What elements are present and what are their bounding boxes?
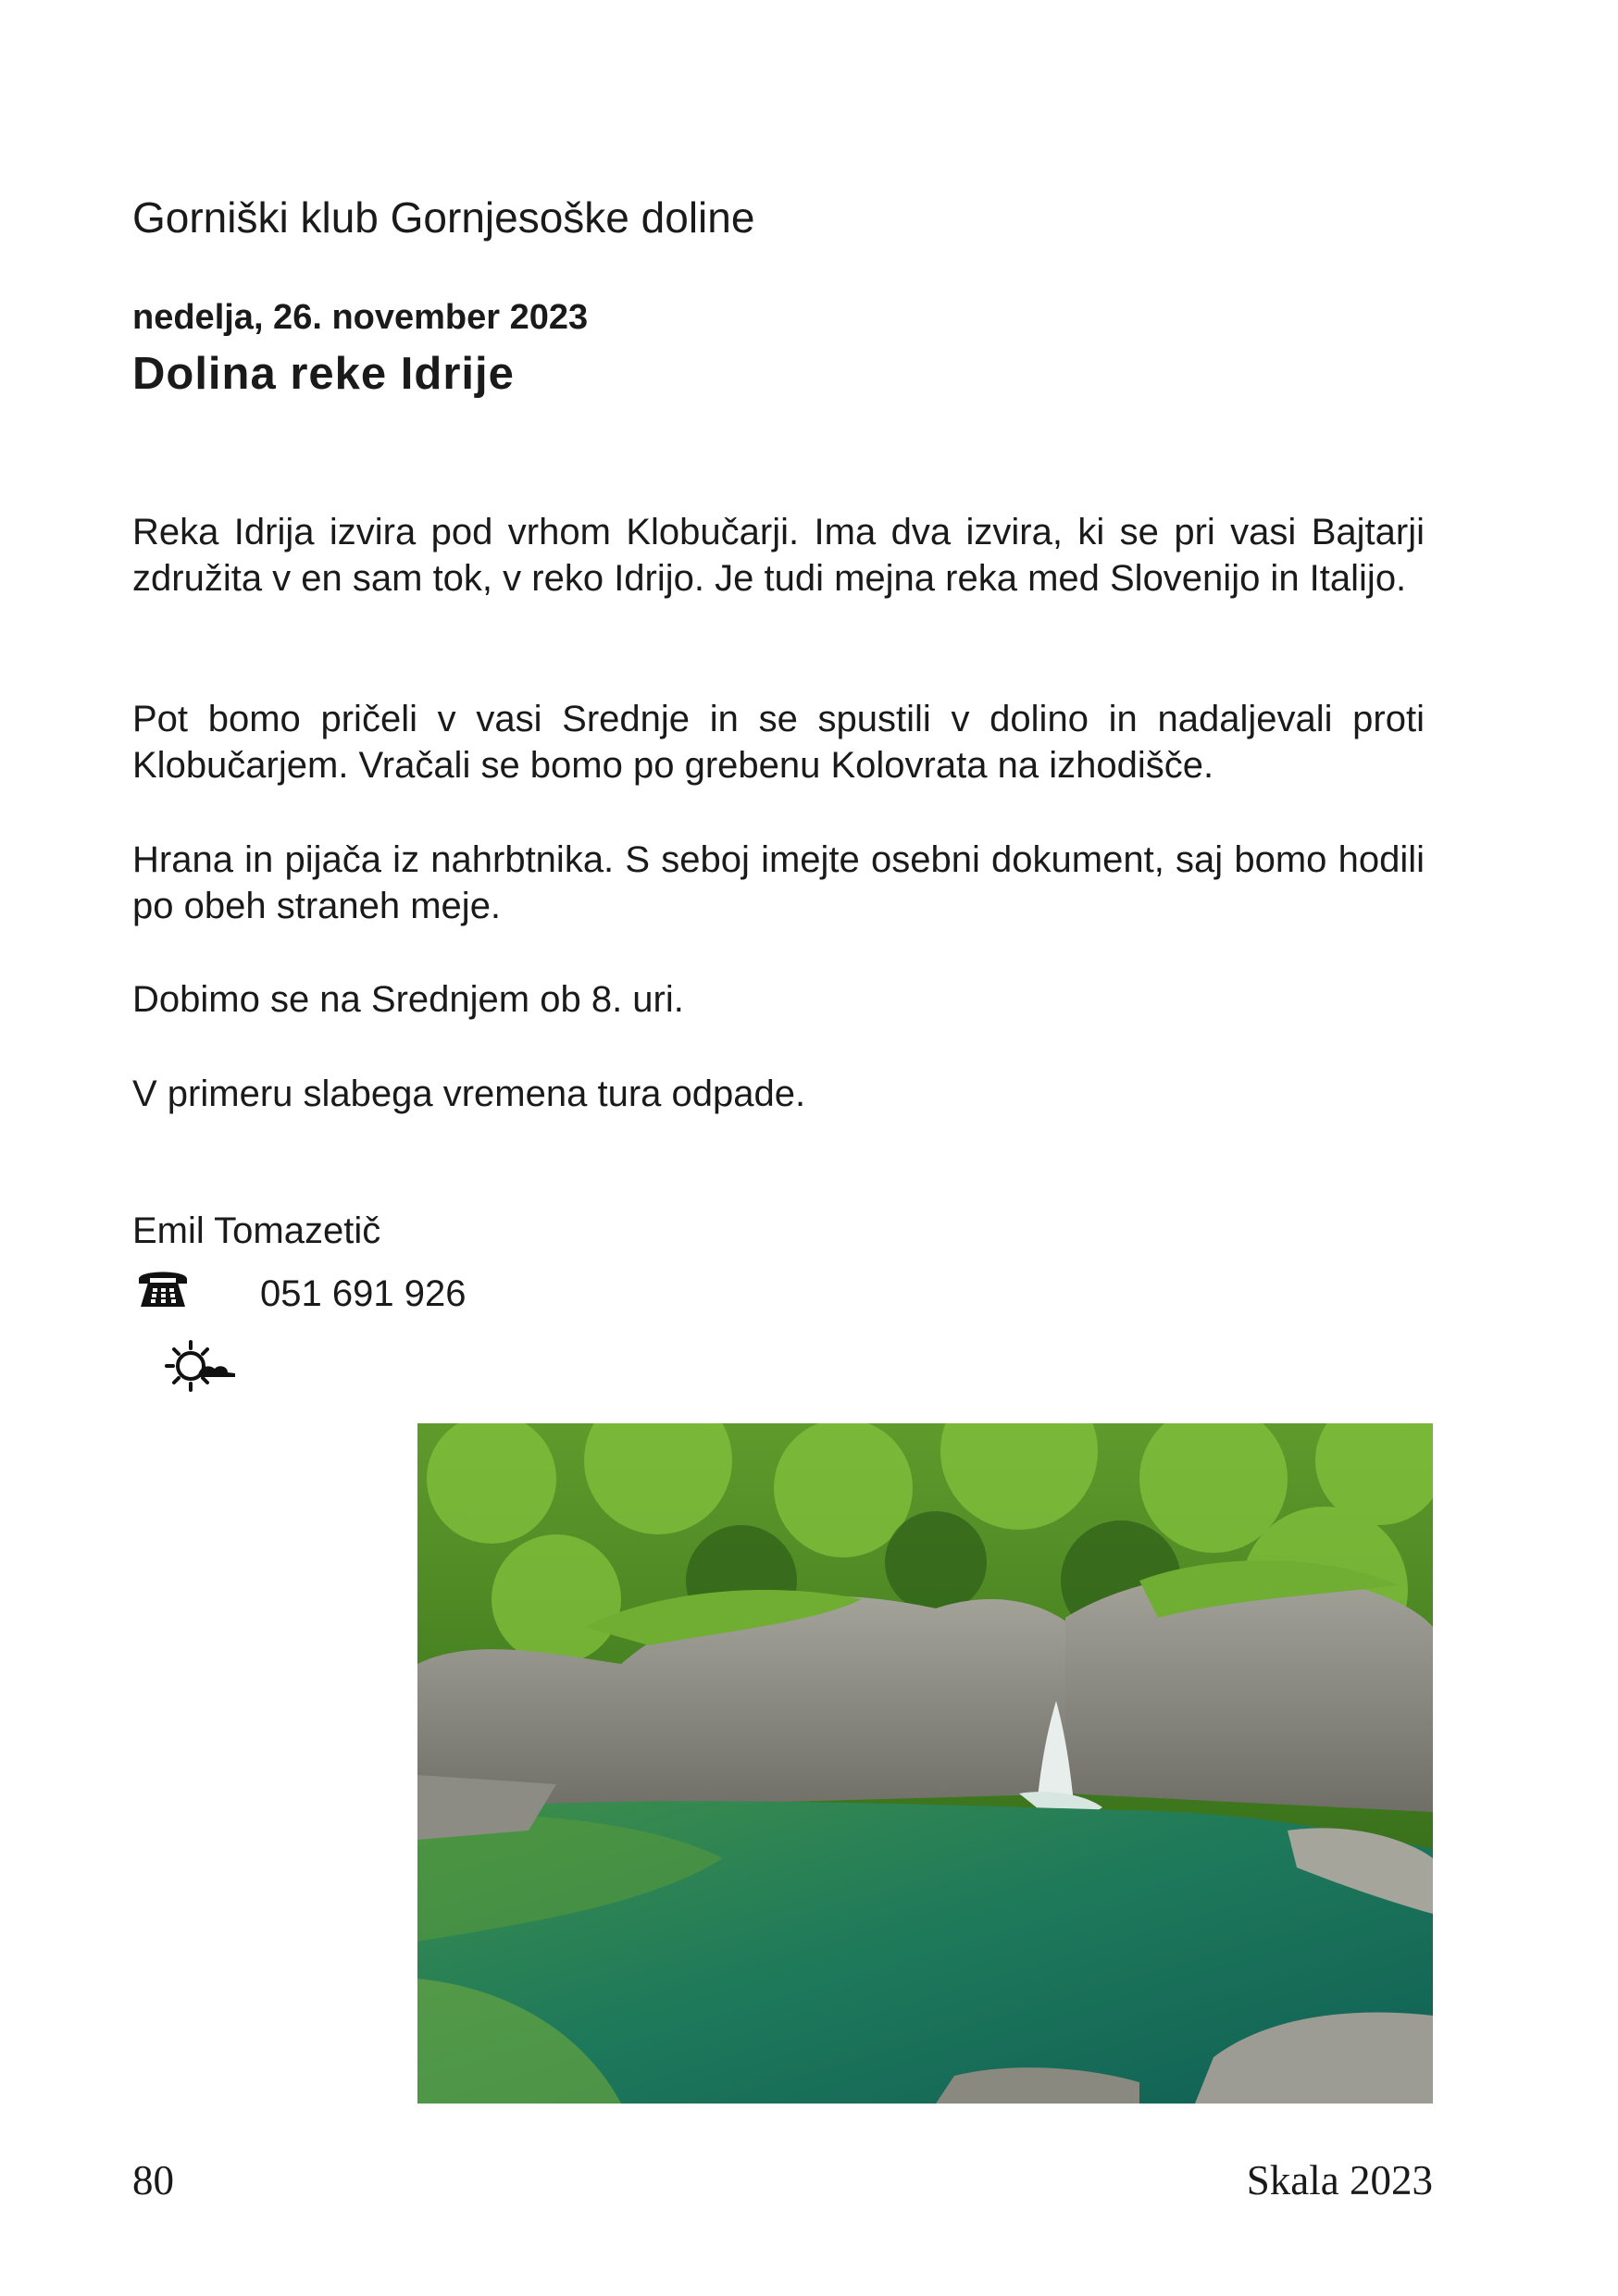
page-number: 80 <box>132 2157 174 2203</box>
paragraph-description: Reka Idrija izvira pod vrhom Klobučarji. Ima dva izvira, ki se pri vasi Bajtarji združita v en sam tok, v reko Idrijo. Je tudi mejna reka med Slovenijo in Italijo. <box>132 512 1425 599</box>
river-pool-waterfall-photo <box>417 1423 1433 2104</box>
sun-cloud-icon <box>163 1338 239 1394</box>
paragraph-meeting: Dobimo se na Srednjem ob 8. uri. <box>132 979 684 1020</box>
tour-leader-name: Emil Tomazetič <box>132 1210 381 1251</box>
paragraph-weather: V primeru slabega vremena tura odpade. <box>132 1074 806 1114</box>
event-date: nedelja, 26. november 2023 <box>132 298 589 337</box>
telephone-icon <box>135 1264 191 1310</box>
phone-number: 051 691 926 <box>260 1273 467 1314</box>
paragraph-supplies: Hrana in pijača iz nahrbtnika. S seboj imejte osebni dokument, saj bomo hodili po obeh straneh meje. <box>132 839 1425 926</box>
event-title: Dolina reke Idrije <box>132 349 515 399</box>
club-name: Gorniški klub Gornjesoške doline <box>132 193 755 242</box>
paragraph-route: Pot bomo pričeli v vasi Srednje in se spustili v dolino in nadaljevali proti Klobučarjem. Vračali se bomo po grebenu Kolovrata na izhodišče. <box>132 699 1425 786</box>
publication-name: Skala 2023 <box>1246 2157 1433 2203</box>
